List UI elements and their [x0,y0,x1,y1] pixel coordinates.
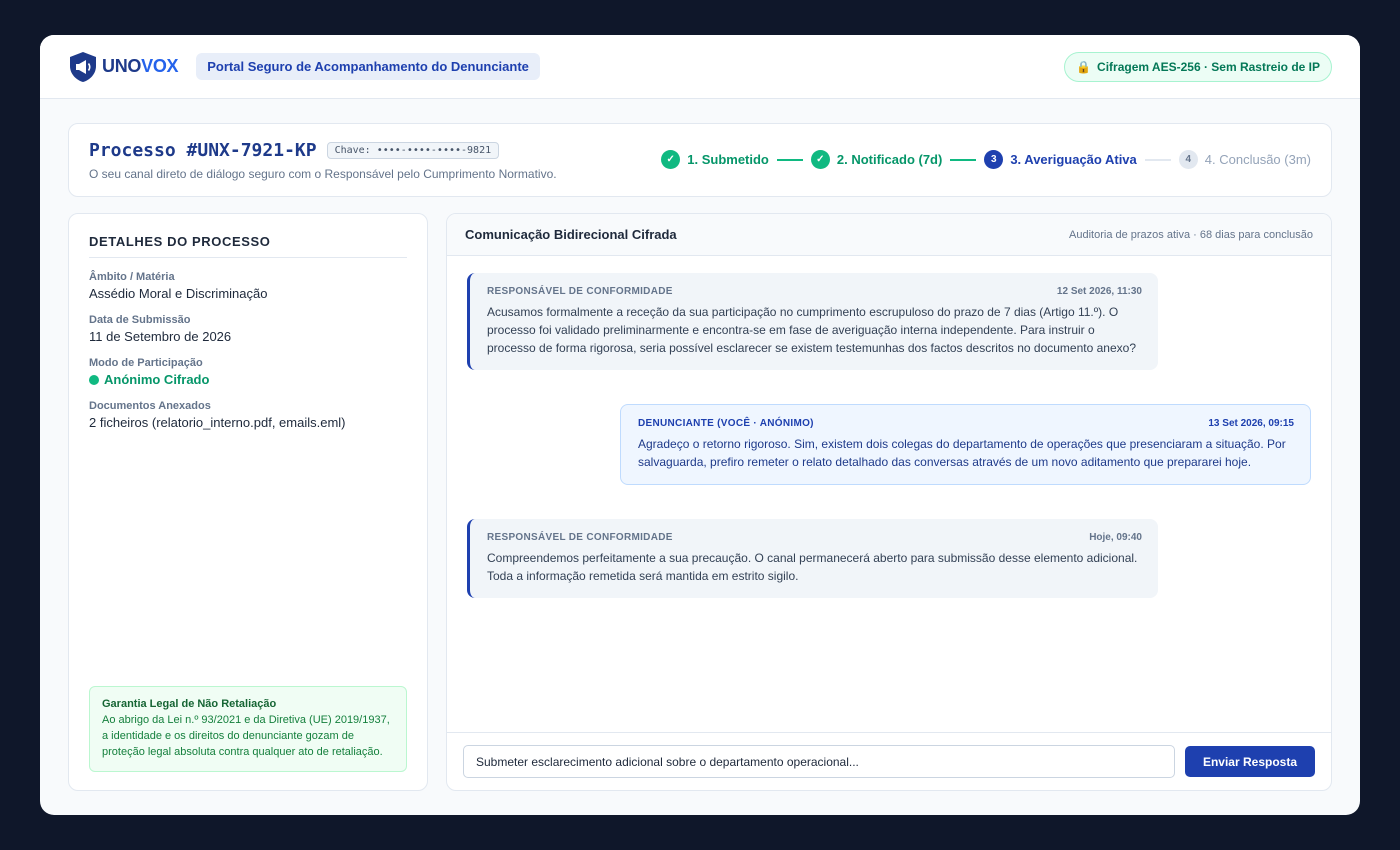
field-label: Documentos Anexados [89,400,211,412]
field-participation-mode [89,357,407,387]
step-notified [811,150,942,169]
step-connector [950,159,976,161]
step-label: 2. Notificado (7d) [836,152,943,167]
message-body: Agradeço o retorno rigoroso. Sim, existem dois colegas do departamento de operações que presenciaram a situação. Por salvaguarda, prefiro remeter o relato detalhado das conversas através de um novo aditamento que prepararei hoje. [638,437,1286,469]
step-investigation [984,150,1136,169]
portal-label: Portal Seguro de Acompanhamento do Denunciante [196,53,540,80]
field-scope [89,271,407,301]
field-value: 11 de Setembro de 2026 [89,329,232,344]
field-submission-date [89,314,407,344]
progress-stepper [661,150,1311,169]
field-label: Âmbito / Matéria [89,271,175,283]
reply-composer [447,732,1331,790]
message-officer [467,519,1158,598]
encryption-badge-label: Cifragem AES-256 · Sem Rastreio de IP [1097,59,1320,74]
status-indicator [89,372,407,387]
case-key: Chave: ••••-••••-••••-9821 [327,142,500,159]
field-value: Assédio Moral e Discriminação [89,286,268,301]
step-connector [777,159,803,161]
message-sender: RESPONSÁVEL DE CONFORMIDADE [487,532,673,543]
field-label: Data de Submissão [89,314,191,326]
step-number: 3 [984,150,1003,169]
message-list [447,257,1331,732]
step-label: 3. Averiguação Ativa [1010,152,1137,167]
top-bar [40,35,1360,99]
step-label: 1. Submetido [687,152,769,167]
app-window [40,35,1360,815]
chat-header [447,214,1331,256]
step-conclusion [1179,150,1311,169]
field-value: Anónimo Cifrado [104,372,210,387]
lock-icon: 🔒 [1076,59,1092,74]
legal-notice [89,686,407,772]
field-value: 2 ficheiros (relatorio_interno.pdf, emails.eml) [89,415,346,430]
logo [68,51,178,83]
legal-text: Ao abrigo da Lei n.º 93/2021 e da Diretiva (UE) 2019/1937, a identidade e os direitos do denunciante gozam de proteção legal absoluta contra qualquer ato de retaliação. [102,714,390,758]
check-icon: ✓ [811,150,830,169]
step-label: 4. Conclusão (3m) [1204,152,1311,167]
step-connector [1145,159,1171,161]
message-time: Hoje, 09:40 [1089,532,1142,543]
step-submitted [661,150,769,169]
send-reply-button[interactable]: Enviar Resposta [1185,746,1315,777]
message-time: 13 Set 2026, 09:15 [1208,418,1294,429]
message-officer [467,273,1158,370]
case-header [68,123,1332,197]
reply-input[interactable] [463,745,1175,778]
shield-megaphone-icon [68,51,98,83]
field-label: Modo de Participação [89,357,203,369]
details-panel [68,213,428,791]
status-dot-icon [89,375,99,385]
message-user [620,404,1311,485]
check-icon: ✓ [661,150,680,169]
message-sender: DENUNCIANTE (VOCÊ · ANÓNIMO) [638,418,814,429]
message-body: Compreendemos perfeitamente a sua precaução. O canal permanecerá aberto para submissão desse elemento adicional. Toda a informação remetida será mantida em estrito sigilo. [487,551,1138,583]
chat-panel [446,213,1332,791]
logo-wordmark: UNOVOX [102,56,179,76]
step-number: 4 [1179,150,1198,169]
details-heading: DETALHES DO PROCESSO [89,234,407,258]
encryption-badge [1064,52,1332,82]
legal-title: Garantia Legal de Não Retaliação [102,698,277,710]
message-time: 12 Set 2026, 11:30 [1056,286,1142,297]
chat-meta: Auditoria de prazos ativa · 68 dias para conclusão [1069,228,1313,241]
case-subtitle: O seu canal direto de diálogo seguro com o Responsável pelo Cumprimento Normativo. [89,167,557,181]
message-sender: RESPONSÁVEL DE CONFORMIDADE [487,286,673,297]
chat-title: Comunicação Bidirecional Cifrada [465,227,677,242]
field-attachments [89,400,407,430]
message-body: Acusamos formalmente a receção da sua participação no cumprimento escrupuloso do prazo de 7 dias (Artigo 11.º). O processo foi validado preliminarmente e encontra-se em fase de averiguação interna independente. Para instruir o processo de forma rigorosa, seria possível esclarecer se existem testemunhas dos factos descritos no documento anexo? [487,305,1136,355]
case-title: Processo #UNX-7921-KP [89,140,317,161]
